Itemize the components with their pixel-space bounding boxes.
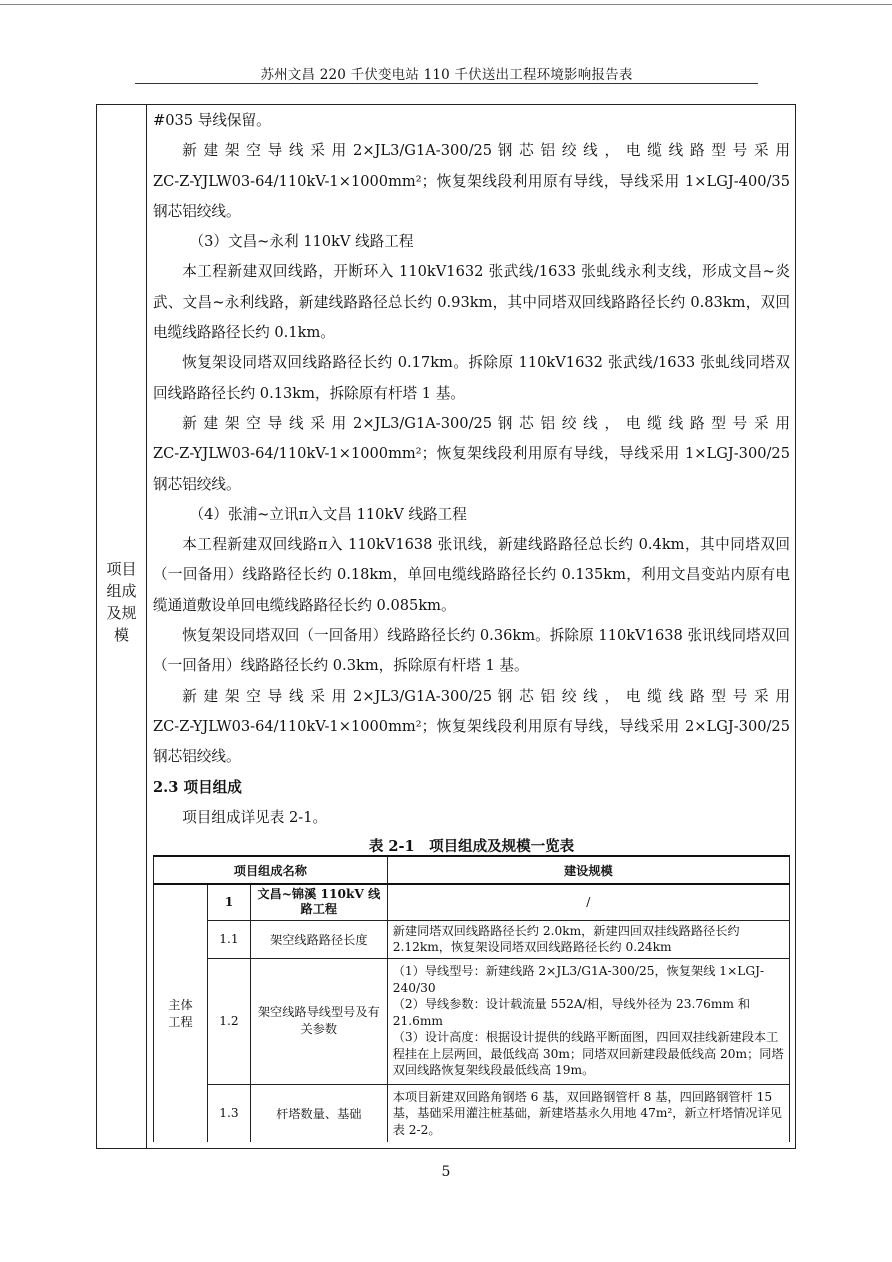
paragraph: #035 导线保留。 [153,112,271,129]
row-value-line: （1）导线型号：新建线路 2×JL3/G1A-300/25，恢复架线 1×LGJ-240/30 [392,964,765,995]
top-edge-rule [0,4,892,5]
table-title: 表 2-1 项目组成及规模一览表 [368,838,575,855]
row-value [387,958,789,1084]
paragraph: ZC-Z-YJLW03-64/110kV-1×1000mm²；恢复架线段利用原有导线，导线采用 2×LGJ-300/25 钢芯铝绞线。 [153,717,790,766]
paragraph: 本工程新建双回线路，开断环入 110kV1632 张武线/1633 张虬线永利支线，形成文昌~炎武、文昌~永利线路，新建线路路径总长约 0.93km，其中同塔双回线路路径长约 0.83km，双回电缆线路路径长约 0.1km。 [153,263,790,342]
row-name: 文昌~锦溪 110kV 线路工程 [250,884,387,920]
row-name: 杆塔数量、基础 [250,1084,387,1142]
body-text [153,106,790,833]
table-row [154,958,790,1084]
paragraph: 恢复架设同塔双回（一回备用）线路路径长约 0.36km。拆除原 110kV1638 张讯线同塔双回（一回备用）线路路径长约 0.3km，拆除原有杆塔 1 基。 [153,627,790,675]
header-rule [135,83,758,84]
project-composition-table [153,855,790,1142]
row-number: 1.2 [207,958,250,1084]
row-number: 1 [207,884,250,920]
page-header: 苏州文昌 220 千伏变电站 110 千伏送出工程环境影响报告表 [260,67,633,83]
row-value: 本项目新建双回路角钢塔 6 基，双回路钢管杆 8 基，四回路钢管杆 15 基，基础采用灌注桩基础，新建塔基永久用地 47m²，新立杆塔情况详见表 2-2。 [387,1084,789,1142]
page-number: 5 [441,1164,451,1180]
subsection-heading: （3）文昌~永利 110kV 线路工程 [189,233,414,251]
column-header: 建设规模 [387,856,789,884]
row-name: 架空线路导线型号及有关参数 [250,958,387,1084]
section-label [96,558,147,646]
table-row [154,884,790,920]
group-cell [154,884,208,1142]
paragraph: ZC-Z-YJLW03-64/110kV-1×1000mm²；恢复架线段利用原有导线，导线采用 1×LGJ-300/25 钢芯铝绞线。 [153,445,790,493]
group-label: 主体工程 [168,997,193,1029]
paragraph: 本工程新建双回线路π入 110kV1638 张讯线，新建线路路径总长约 0.4km，其中同塔双回（一回备用）线路路径长约 0.18km，单回电缆线路路径长约 0.135km，利用文昌变站内原有电缆通道敷设单回电缆线路路径长约 0.085km。 [153,536,790,614]
paragraph: 新 建 架 空 导 线 采 用 2×JL3/G1A-300/25 钢 芯 铝 绞 线 ， 电 缆 线 路 型 号 采 用 [182,142,790,160]
paragraph: 项目组成详见表 2-1。 [182,808,328,826]
section-heading: 2.3 项目组成 [153,778,242,796]
row-name: 架空线路路径长度 [250,920,387,958]
paragraph: ZC-Z-YJLW03-64/110kV-1×1000mm²；恢复架线段利用原有导线，导线采用 1×LGJ-400/35 钢芯铝绞线。 [153,172,790,220]
row-number: 1.3 [207,1084,250,1142]
table-row [154,920,790,958]
section-label-line: 项目 [106,560,137,578]
subsection-heading: （4）张浦~立讯π入文昌 110kV 线路工程 [189,505,467,523]
row-value: / [387,884,789,920]
table-row [154,1084,790,1142]
paragraph: 恢复架设同塔双回线路路径长约 0.17km。拆除原 110kV1632 张武线/1633 张虬线同塔双回线路路径长约 0.13km，拆除原有杆塔 1 基。 [153,354,790,402]
section-label-line: 及规 [106,604,137,622]
paragraph: 新 建 架 空 导 线 采 用 2×JL3/G1A-300/25 钢 芯 铝 绞 线 ， 电 缆 线 路 型 号 采 用 [182,687,790,705]
paragraph: 新 建 架 空 导 线 采 用 2×JL3/G1A-300/25 钢 芯 铝 绞 线 ， 电 缆 线 路 型 号 采 用 [182,414,790,432]
section-label-line: 组成 [106,582,137,600]
table-header-row [154,856,790,884]
row-number: 1.1 [207,920,250,958]
row-value-line: （3）设计高度：根据设计提供的线路平断面图，四回双挂线新建段本工程挂在上层两回，最低线高 30m；同塔双回新建段最低线高 20m；同塔双回线路恢复架线段最低线高 19m。 [392,1030,784,1078]
section-label-line: 模 [113,626,129,644]
column-header: 项目组成名称 [154,856,388,884]
row-value-line: （2）导线参数：设计载流量 552A/相，导线外径为 23.76mm 和 21.6mm [392,997,751,1028]
row-value: 新建同塔双回线路路径长约 2.0km，新建四回双挂线路路径长约 2.12km，恢复架设同塔双回线路路径长约 0.24km [387,920,789,958]
